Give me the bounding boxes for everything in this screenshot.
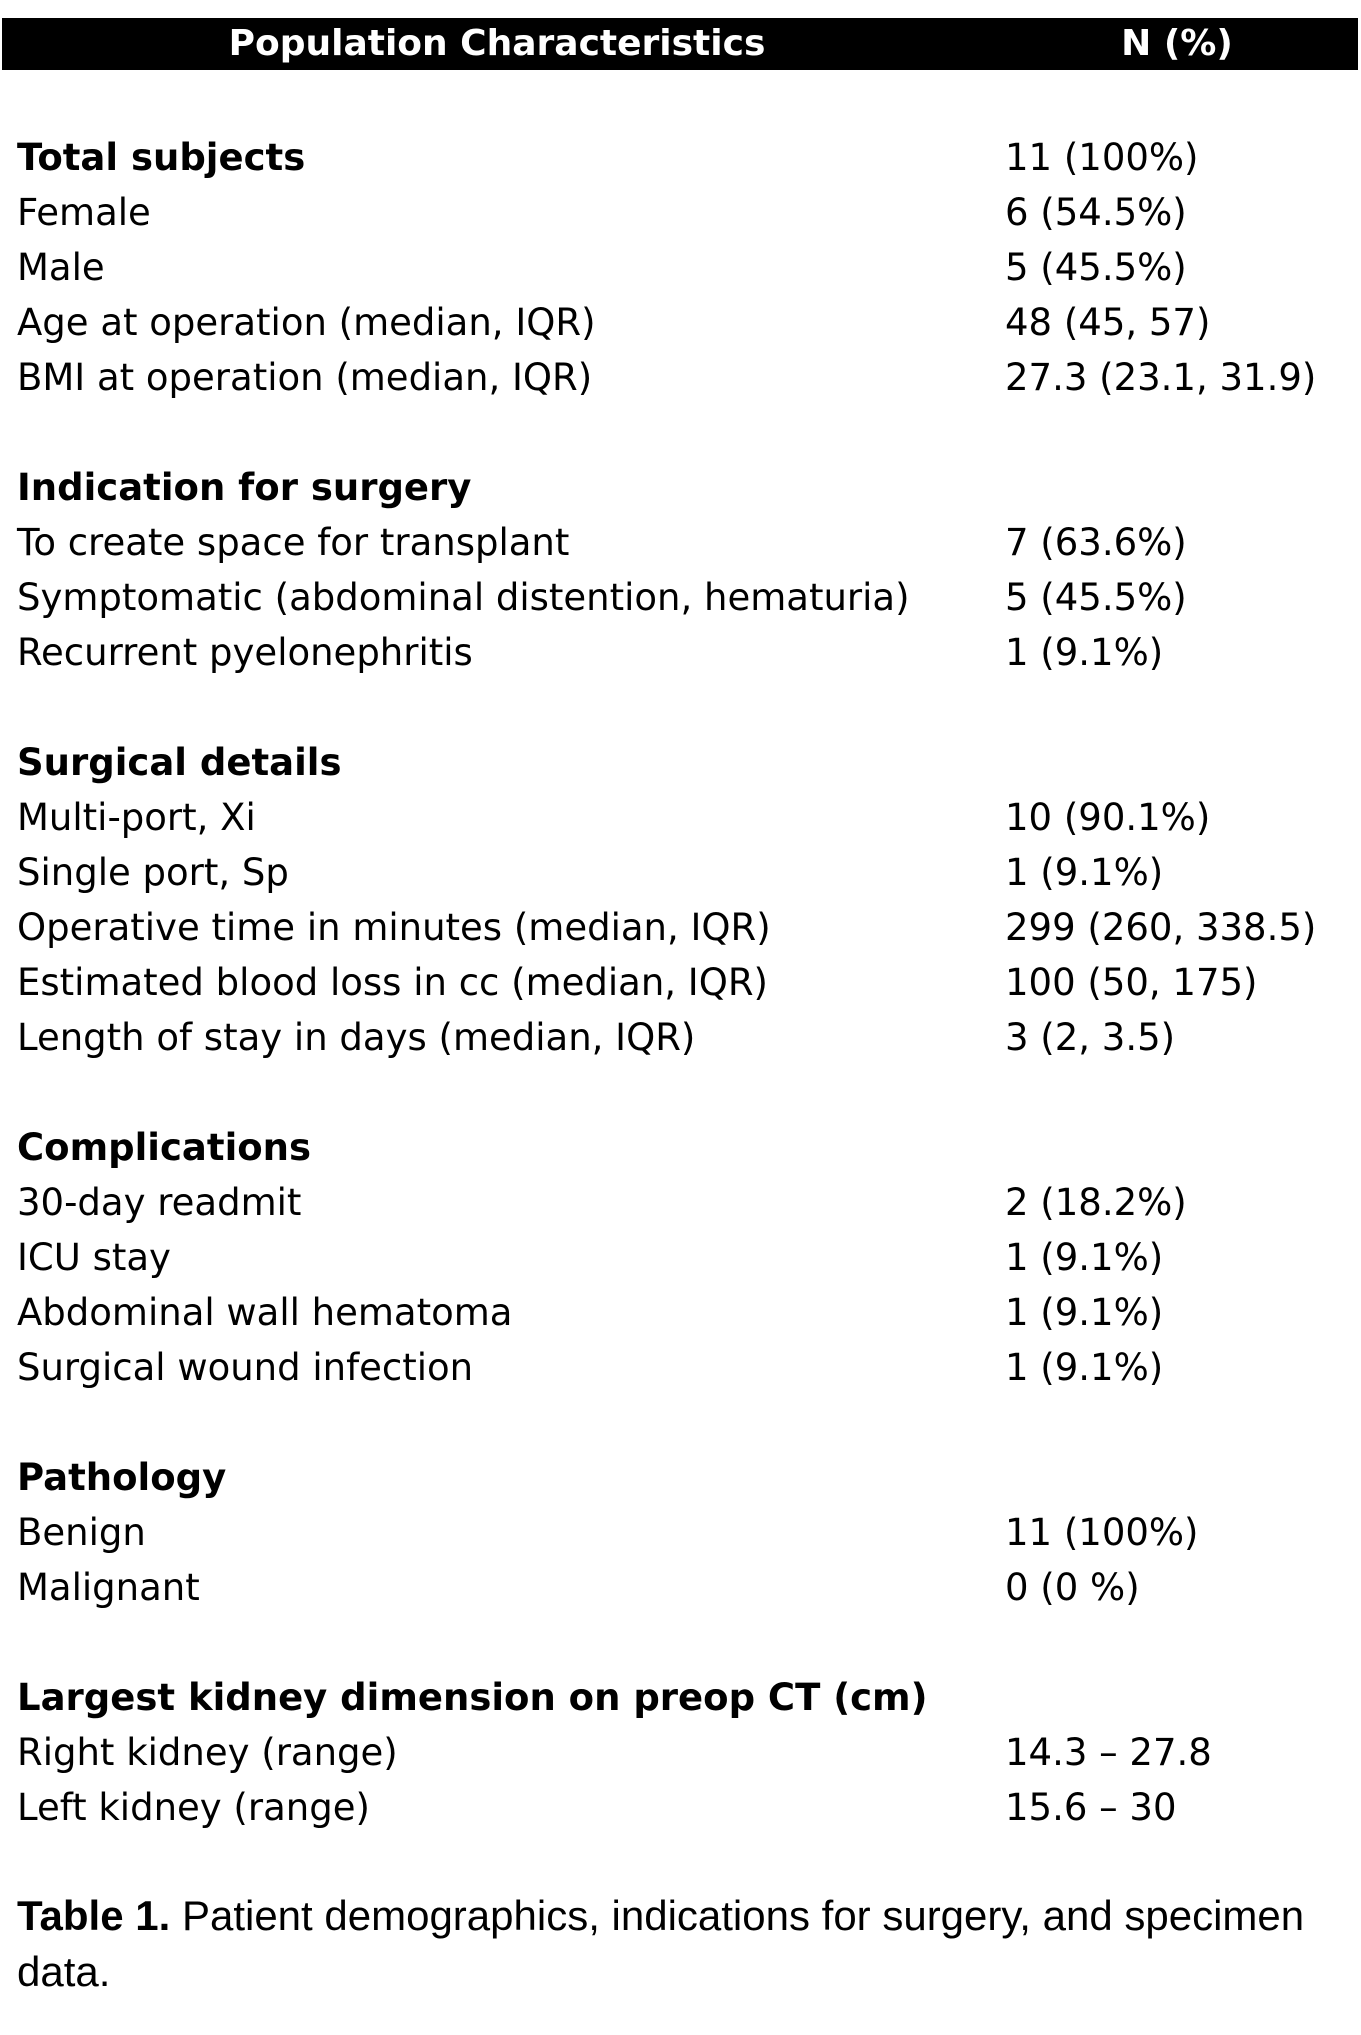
section-title: Complications xyxy=(17,1126,312,1169)
table-row xyxy=(0,1505,1361,1560)
section-title-row xyxy=(0,735,1361,790)
row-label: Recurrent pyelonephritis xyxy=(17,631,473,674)
table-row xyxy=(0,570,1361,625)
row-value: 0 (0 %) xyxy=(1005,1566,1140,1609)
row-label: Length of stay in days (median, IQR) xyxy=(17,1016,696,1059)
header-population-characteristics: Population Characteristics xyxy=(228,23,766,64)
table-row xyxy=(0,1725,1361,1780)
row-label: Single port, Sp xyxy=(17,851,289,894)
row-label: Benign xyxy=(17,1511,146,1554)
table-row xyxy=(0,955,1361,1010)
table-row xyxy=(0,1175,1361,1230)
table-row xyxy=(0,1780,1361,1835)
table-section xyxy=(0,130,1361,405)
section-title: Pathology xyxy=(17,1456,227,1499)
row-value: 1 (9.1%) xyxy=(1005,631,1164,674)
row-value: 1 (9.1%) xyxy=(1005,1346,1164,1389)
row-label: Symptomatic (abdominal distention, hematuria) xyxy=(17,576,910,619)
section-title-row xyxy=(0,1670,1361,1725)
table-row xyxy=(0,1340,1361,1395)
header-n-percent: N (%) xyxy=(1121,23,1233,64)
row-label: Male xyxy=(17,246,105,289)
row-value: 1 (9.1%) xyxy=(1005,851,1164,894)
table-header xyxy=(2,18,1358,70)
section-title: Surgical details xyxy=(17,741,342,784)
row-label: Right kidney (range) xyxy=(17,1731,398,1774)
section-title: Total subjects xyxy=(17,136,306,179)
row-value: 1 (9.1%) xyxy=(1005,1291,1164,1334)
table-row xyxy=(0,1560,1361,1615)
section-title: Largest kidney dimension on preop CT (cm) xyxy=(17,1676,928,1719)
row-value: 5 (45.5%) xyxy=(1005,576,1187,619)
row-value: 2 (18.2%) xyxy=(1005,1181,1187,1224)
row-value: 299 (260, 338.5) xyxy=(1005,906,1317,949)
row-value: 27.3 (23.1, 31.9) xyxy=(1005,356,1317,399)
table-caption xyxy=(17,1888,1337,2000)
row-value: 10 (90.1%) xyxy=(1005,796,1211,839)
row-label: Left kidney (range) xyxy=(17,1786,370,1829)
table-row xyxy=(0,625,1361,680)
table-row xyxy=(0,295,1361,350)
row-label: Abdominal wall hematoma xyxy=(17,1291,513,1334)
table-row xyxy=(0,350,1361,405)
table-section xyxy=(0,735,1361,1065)
table-row xyxy=(0,240,1361,295)
row-label: Operative time in minutes (median, IQR) xyxy=(17,906,771,949)
table-section xyxy=(0,1670,1361,1835)
section-title: Indication for surgery xyxy=(17,466,472,509)
row-value: 15.6 – 30 xyxy=(1005,1786,1177,1829)
table-row xyxy=(0,790,1361,845)
section-title-row xyxy=(0,460,1361,515)
table-body xyxy=(0,70,1361,1835)
table-section xyxy=(0,1450,1361,1615)
table-row xyxy=(0,845,1361,900)
caption-text: Patient demographics, indications for surgery, and specimen data. xyxy=(17,1892,1305,1995)
caption-label: Table 1. xyxy=(17,1892,171,1939)
row-value: 100 (50, 175) xyxy=(1005,961,1258,1004)
row-label: 30-day readmit xyxy=(17,1181,302,1224)
section-title-row xyxy=(0,130,1361,185)
row-label: ICU stay xyxy=(17,1236,171,1279)
row-value: 5 (45.5%) xyxy=(1005,246,1187,289)
row-value: 3 (2, 3.5) xyxy=(1005,1016,1176,1059)
table-row xyxy=(0,1230,1361,1285)
section-title-value: 11 (100%) xyxy=(1005,136,1199,179)
row-value: 1 (9.1%) xyxy=(1005,1236,1164,1279)
row-label: To create space for transplant xyxy=(17,521,570,564)
table-section xyxy=(0,460,1361,680)
row-value: 7 (63.6%) xyxy=(1005,521,1187,564)
row-value: 6 (54.5%) xyxy=(1005,191,1187,234)
table-row xyxy=(0,1285,1361,1340)
table-row xyxy=(0,1010,1361,1065)
table-row xyxy=(0,900,1361,955)
row-label: Multi-port, Xi xyxy=(17,796,256,839)
row-value: 11 (100%) xyxy=(1005,1511,1199,1554)
row-label: BMI at operation (median, IQR) xyxy=(17,356,593,399)
row-label: Female xyxy=(17,191,151,234)
table-section xyxy=(0,1120,1361,1395)
table-row xyxy=(0,185,1361,240)
row-label: Surgical wound infection xyxy=(17,1346,474,1389)
row-value: 48 (45, 57) xyxy=(1005,301,1211,344)
row-value: 14.3 – 27.8 xyxy=(1005,1731,1212,1774)
section-title-row xyxy=(0,1120,1361,1175)
section-title-row xyxy=(0,1450,1361,1505)
row-label: Age at operation (median, IQR) xyxy=(17,301,596,344)
row-label: Estimated blood loss in cc (median, IQR) xyxy=(17,961,768,1004)
row-label: Malignant xyxy=(17,1566,200,1609)
characteristics-table xyxy=(0,18,1361,1890)
table-row xyxy=(0,515,1361,570)
